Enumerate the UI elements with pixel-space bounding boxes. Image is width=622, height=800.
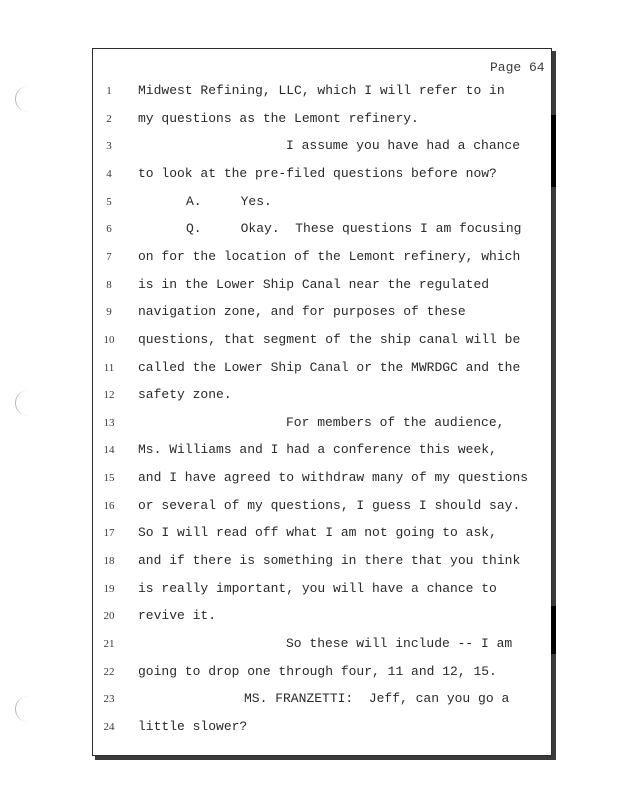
line-number: 12	[103, 389, 115, 401]
line-number: 9	[106, 306, 112, 318]
line-number: 1	[106, 85, 112, 97]
page-number: Page 64	[490, 60, 545, 75]
line-number: 11	[103, 362, 115, 374]
line-text: So I will read off what I am not going to ask,	[138, 525, 497, 540]
line-number: 21	[103, 638, 115, 650]
line-number: 20	[103, 610, 115, 622]
line-text: questions, that segment of the ship canal will be	[138, 332, 521, 347]
hole-punch-mark	[15, 86, 34, 112]
line-text: Ms. Williams and I had a conference this week,	[138, 442, 497, 457]
line-text: or several of my questions, I guess I should say.	[138, 498, 521, 513]
line-text: my questions as the Lemont refinery.	[138, 111, 419, 126]
line-text: A. Yes.	[186, 194, 272, 209]
line-text: I assume you have had a chance	[286, 138, 521, 153]
line-number: 8	[106, 279, 112, 291]
line-number: 17	[103, 527, 115, 539]
line-text: on for the location of the Lemont refinery, which	[138, 249, 521, 264]
line-text: and if there is something in there that you think	[138, 553, 521, 568]
line-number: 5	[106, 196, 112, 208]
line-text: going to drop one through four, 11 and 12, 15.	[138, 664, 497, 679]
line-text: is in the Lower Ship Canal near the regulated	[138, 277, 490, 292]
line-text: safety zone.	[138, 387, 232, 402]
line-text: Midwest Refining, LLC, which I will refer to in	[138, 83, 505, 98]
line-text: navigation zone, and for purposes of these	[138, 304, 466, 319]
line-text: So these will include -- I am	[286, 636, 513, 651]
line-text: Q. Okay. These questions I am focusing	[186, 221, 522, 236]
hole-punch-mark	[15, 696, 34, 722]
line-text: For members of the audience,	[286, 415, 505, 430]
line-number: 14	[103, 444, 115, 456]
hole-punch-mark	[15, 390, 34, 416]
line-text: little slower?	[138, 719, 248, 734]
line-text: is really important, you will have a chance to	[138, 581, 497, 596]
line-text: called the Lower Ship Canal or the MWRDGC and the	[138, 360, 521, 375]
frame-shadow-bottom	[95, 756, 556, 760]
line-number: 4	[106, 168, 112, 180]
line-number: 7	[106, 251, 112, 263]
margin-mark	[551, 115, 556, 187]
line-text: to look at the pre-filed questions before now?	[138, 166, 497, 181]
line-number: 15	[103, 472, 115, 484]
line-number: 2	[106, 113, 112, 125]
line-number: 16	[103, 500, 115, 512]
line-number: 10	[103, 334, 115, 346]
line-text: and I have agreed to withdraw many of my questions	[138, 470, 529, 485]
line-number: 24	[103, 721, 115, 733]
line-number: 22	[103, 666, 115, 678]
line-number: 18	[103, 555, 115, 567]
line-text: MS. FRANZETTI: Jeff, can you go a	[244, 691, 510, 706]
line-number: 6	[106, 223, 112, 235]
line-number: 19	[103, 583, 115, 595]
margin-mark	[551, 606, 556, 654]
line-number: 23	[103, 693, 115, 705]
line-number: 3	[106, 140, 112, 152]
line-text: revive it.	[138, 608, 217, 623]
line-number: 13	[103, 417, 115, 429]
